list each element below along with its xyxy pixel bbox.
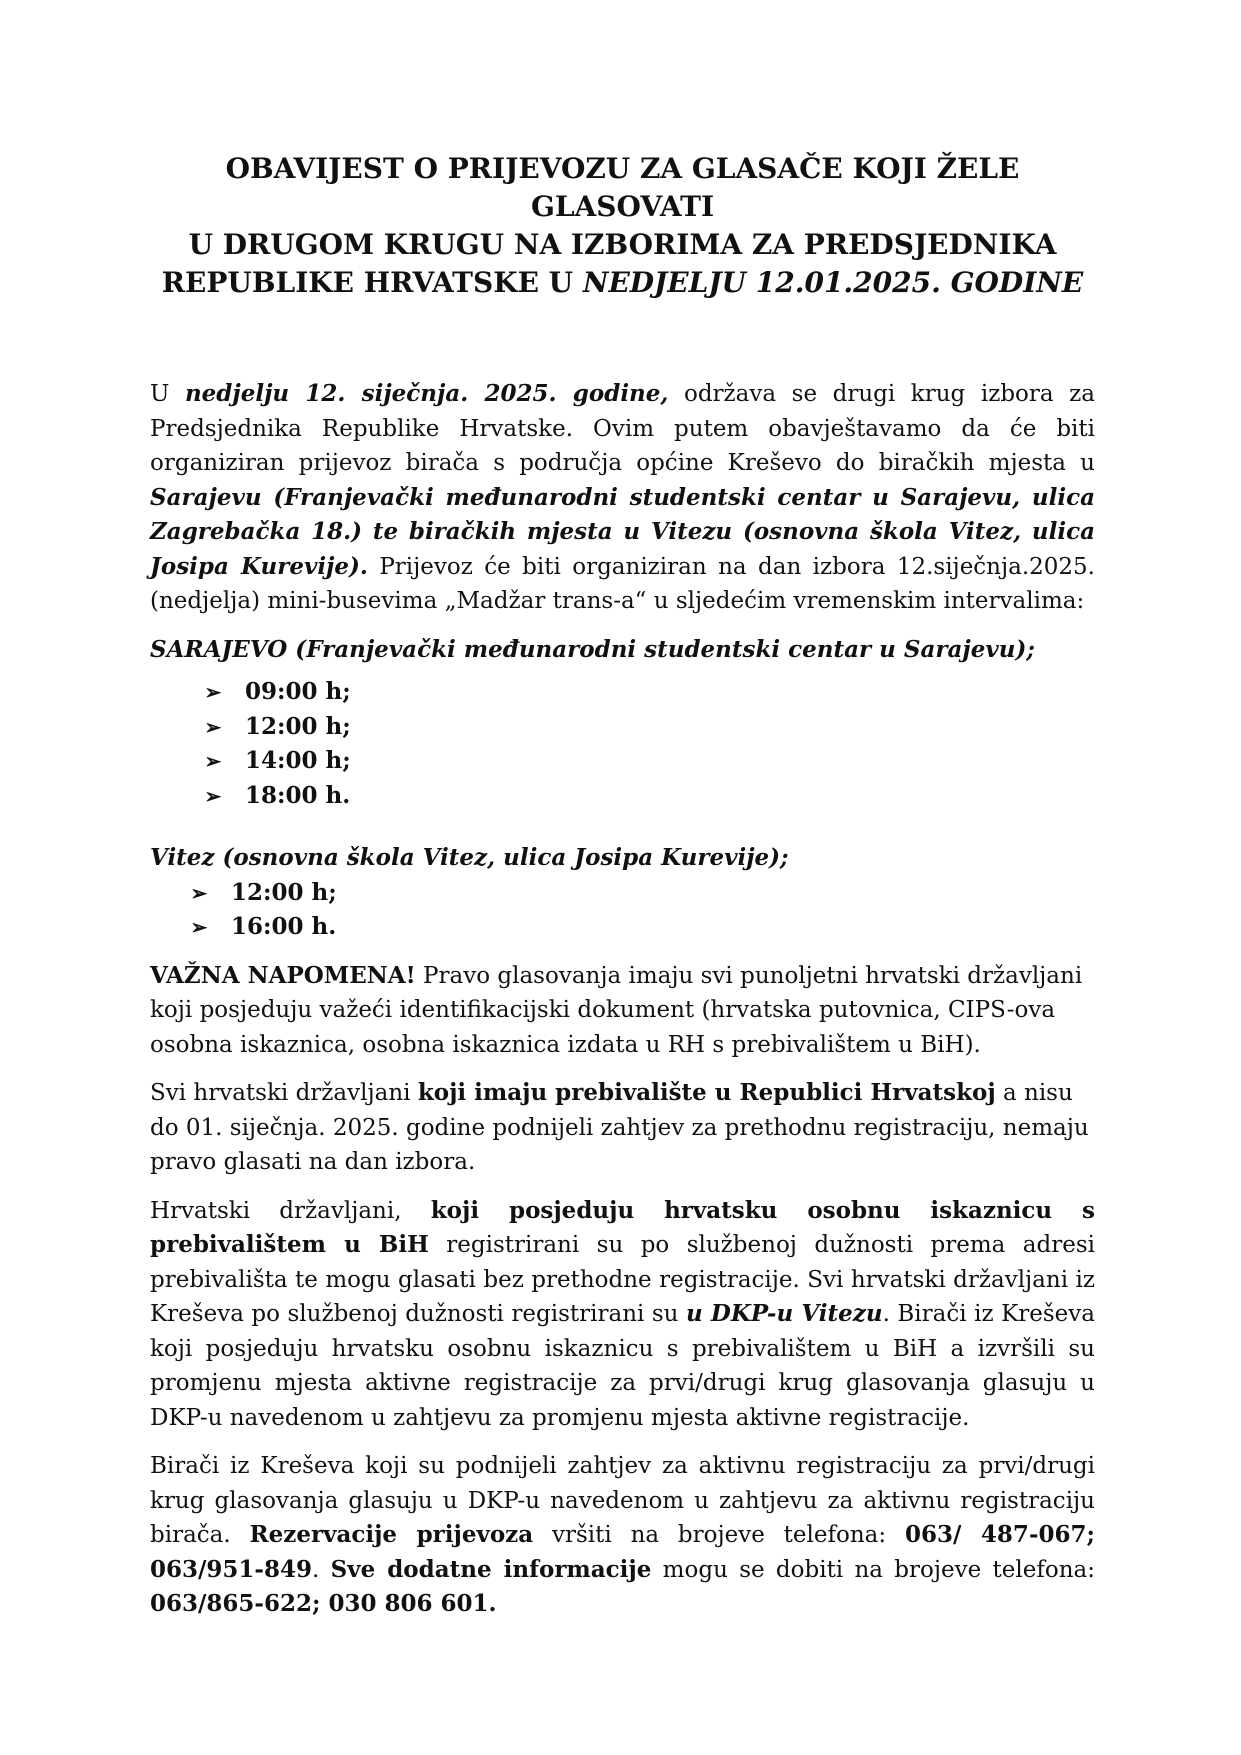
title-date: NEDJELJU 12.01.2025. GODINE [582, 266, 1084, 299]
intro-paragraph [150, 377, 1095, 619]
arrowhead-bullet-icon: ➢ [204, 680, 222, 704]
residence-paragraph: Svi hrvatski državljani koji imaju prebivalište u Republici Hrvatskoj a nisu do 01. siječnja. 2025. godine podnijeli zahtjev za prethodnu registraciju, nemaju pravo glasati na dan izbora. [150, 1079, 1089, 1175]
title-line-3: REPUBLIKE HRVATSKE U [161, 266, 583, 299]
list-item: ➢ 18:00 h. [200, 779, 1095, 814]
arrowhead-bullet-icon: ➢ [204, 749, 222, 773]
vitez-times-list [186, 876, 1095, 945]
info-label: Sve dodatne informacije [330, 1555, 652, 1583]
arrowhead-bullet-icon: ➢ [204, 783, 222, 808]
list-item: ➢ 16:00 h. [186, 910, 1095, 945]
important-note [150, 959, 1095, 1063]
list-item: ➢ 09:00 h; [200, 675, 1095, 710]
list-item: ➢ 12:00 h; [200, 710, 1095, 745]
title-line-2: U DRUGOM KRUGU NA IZBORIMA ZA PREDSJEDNIKA [188, 228, 1057, 261]
reservation-label: Rezervacije prijevoza [249, 1521, 534, 1548]
intro-places: Sarajevu (Franjevački međunarodni studentski centar u Sarajevu, ulica Zagrebačka 18.) te biračkih mjesta u Vitezu (osnovna škola Vitez, ulica Josipa Kurevije). [150, 483, 1095, 580]
arrowhead-bullet-icon: ➢ [190, 915, 208, 939]
intro-text-3: Prijevoz će biti organiziran na dan izbora 12.siječnja.2025. (nedjelja) mini-busevima „Madžar trans-a“ u sljedećim vremenskim intervalima: [150, 553, 1095, 614]
sarajevo-heading: SARAJEVO (Franjevački međunarodni studentski centar u Sarajevu); [150, 635, 1035, 663]
intro-text-1: U [150, 381, 185, 407]
note-text: Pravo glasovanja imaju svi punoljetni hrvatski državljani koji posjeduju važeći identifikacijski dokument (hrvatska putovnica, CIPS-ova osobna iskaznica, osobna iskaznica izdata u RH s prebivalištem u BiH). [150, 962, 1083, 1058]
sarajevo-times-list [200, 675, 1095, 813]
arrowhead-bullet-icon: ➢ [204, 714, 222, 739]
document-page [150, 150, 1095, 1622]
vitez-heading: Vitez (osnovna škola Vitez, ulica Josipa Kurevije); [150, 844, 789, 871]
intro-text-2: održava se drugi krug izbora za Predsjednika Republike Hrvatske. Ovim putem obavještavamo da će biti organiziran prijevoz birača s područja općine Kreševo do biračkih mjesta u [150, 381, 1095, 476]
document-title [150, 150, 1095, 302]
arrowhead-bullet-icon: ➢ [190, 880, 208, 905]
list-item: ➢ 14:00 h; [200, 744, 1095, 779]
note-label: VAŽNA NAPOMENA! [150, 961, 416, 989]
final-paragraph: Birači iz Kreševa koji su podnijeli zahtjev za aktivnu registraciju za prvi/drugi krug glasovanja glasuju u DKP-u navedenom u zahtjevu za aktivnu registraciju birača. Rezervacije prijevoza vršiti na brojeve telefona: 063/ 487-067; 063/951-849. Sve dodatne informacije mogu se dobiti na brojeve telefona: 063/865-622; 030 806 601. [150, 1453, 1095, 1617]
bih-paragraph: Hrvatski državljani, koji posjeduju hrvatsku osobnu iskaznicu s prebivalištem u BiH registrirani su po službenoj dužnosti prema adresi prebivališta te mogu glasati bez prethodne registracije. Svi hrvatski državljani iz Kreševa po službenoj dužnosti registrirani su u DKP-u Vitezu. Birači iz Kreševa koji posjeduju hrvatsku osobnu iskaznicu s prebivalištem u BiH a izvršili su promjenu mjesta aktivne registracije za prvi/drugi krug glasovanja glasuju u DKP-u navedenom u zahtjevu za promjenu mjesta aktivne registracije. [150, 1196, 1095, 1431]
intro-date: nedjelju 12. siječnja. 2025. godine, [184, 380, 669, 407]
list-item: ➢ 12:00 h; [186, 876, 1095, 911]
info-phone-numbers: 063/865-622; 030 806 601. [150, 1590, 497, 1617]
reservation-phone-numbers: 063/ 487-067; 063/951-849 [150, 1521, 1095, 1583]
title-line-1: OBAVIJEST O PRIJEVOZU ZA GLASAČE KOJI ŽELE GLASOVATI [225, 152, 1020, 223]
